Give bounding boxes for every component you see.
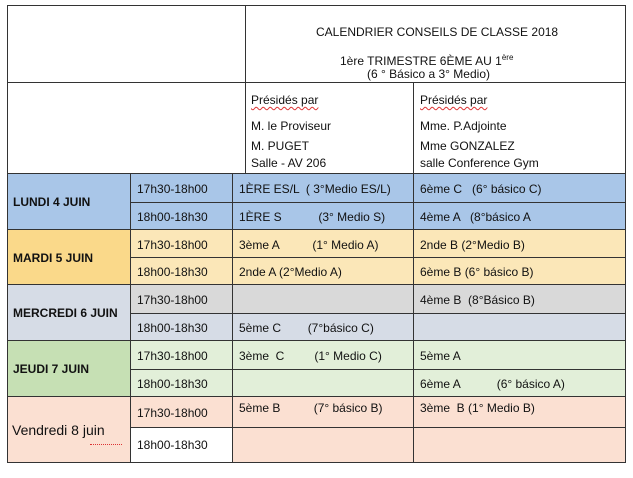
- time-cell: [130, 284, 233, 314]
- left-class-cell: [232, 173, 414, 203]
- right-class-cell: [413, 229, 626, 258]
- time-label: 17h30-18h00: [137, 182, 208, 196]
- time-label: 18h00-18h30: [137, 377, 208, 391]
- right-class-cell: [413, 340, 626, 370]
- subtitle-sup: ère: [501, 53, 514, 62]
- right-class-cell: [413, 173, 626, 203]
- left-class-cell: [232, 202, 414, 230]
- time-label: 18h00-18h30: [137, 438, 208, 452]
- time-cell: [130, 369, 233, 397]
- left-class-label: 5ème C (7°básico C): [239, 321, 374, 335]
- time-label: 18h00-18h30: [137, 210, 208, 224]
- header-title-cell: [245, 5, 626, 83]
- day-cell-wednesday: [7, 284, 131, 341]
- right-class-label: 5ème A: [420, 349, 461, 363]
- time-label: 17h30-18h00: [137, 238, 208, 252]
- spellcheck-underline: [90, 441, 122, 445]
- left-class-cell: [232, 396, 414, 428]
- time-cell: [130, 229, 233, 258]
- president-left-heading: Présidés par: [251, 93, 319, 107]
- page-subtitle-line2: (6 ° Básico a 3° Medio): [367, 67, 490, 81]
- president-left-name2: M. PUGET: [251, 139, 310, 153]
- president-right-heading: Présidés par: [420, 93, 488, 107]
- day-cell-thursday: [7, 340, 131, 397]
- day-label: LUNDI 4 JUIN: [13, 195, 91, 209]
- left-class-cell: [232, 313, 414, 341]
- time-label: 17h30-18h00: [137, 406, 208, 420]
- right-class-label: 6ème C (6° básico C): [420, 182, 542, 196]
- subtitle-line1: 1ère TRIMESTRE 6ÈME AU 1: [340, 54, 502, 68]
- header-empty-cell: [7, 5, 246, 83]
- right-class-cell: [413, 202, 626, 230]
- presidents-empty-cell: [7, 82, 246, 174]
- time-cell: [130, 257, 233, 285]
- day-label: MERCREDI 6 JUIN: [13, 306, 118, 320]
- time-cell: [130, 340, 233, 370]
- right-class-label: 2nde B (2°Medio B): [420, 238, 525, 252]
- time-cell: [130, 396, 233, 428]
- day-label: MARDI 5 JUIN: [13, 251, 94, 265]
- day-cell-monday: [7, 173, 131, 230]
- left-class-label: 3ème C (1° Medio C): [239, 349, 382, 363]
- left-class-cell: [232, 369, 414, 397]
- page-title: CALENDRIER CONSEILS DE CLASSE 2018: [316, 25, 559, 39]
- day-label: JEUDI 7 JUIN: [13, 362, 90, 376]
- day-cell-friday: [7, 396, 131, 463]
- president-left-name1: M. le Proviseur: [251, 119, 332, 133]
- right-class-cell: [413, 257, 626, 285]
- day-cell-tuesday: [7, 229, 131, 285]
- right-class-cell: [413, 396, 626, 428]
- left-class-label: 1ÈRE S (3° Medio S): [239, 210, 386, 224]
- presidents-left-cell: [245, 82, 414, 174]
- time-label: 17h30-18h00: [137, 293, 208, 307]
- right-class-label: 4ème B (8°Básico B): [420, 293, 535, 307]
- left-class-cell: [232, 427, 414, 463]
- left-class-label: 5ème B (7° básico B): [239, 401, 383, 415]
- presidents-right-cell: [413, 82, 626, 174]
- time-cell: [130, 427, 233, 463]
- left-class-label: 1ÈRE ES/L ( 3°Medio ES/L): [239, 182, 391, 196]
- day-label: [12, 422, 105, 438]
- left-class-label: 2nde A (2°Medio A): [239, 265, 342, 279]
- right-class-cell: [413, 284, 626, 314]
- left-class-cell: [232, 257, 414, 285]
- time-label: 18h00-18h30: [137, 265, 208, 279]
- right-class-label: 3ème B (1° Medio B): [420, 401, 535, 415]
- president-right-name2: Mme GONZALEZ: [420, 139, 515, 153]
- time-label: 17h30-18h00: [137, 349, 208, 363]
- right-class-label: 6ème A (6° básico A): [420, 377, 565, 391]
- president-right-name1: Mme. P.Adjointe: [420, 119, 507, 133]
- right-class-cell: [413, 427, 626, 463]
- time-cell: [130, 313, 233, 341]
- time-cell: [130, 202, 233, 230]
- president-left-room: Salle - AV 206: [251, 156, 327, 170]
- time-cell: [130, 173, 233, 203]
- left-class-cell: [232, 340, 414, 370]
- left-class-cell: [232, 284, 414, 314]
- day-label-text: Vendredi 8 juin: [12, 422, 105, 438]
- right-class-label: 4ème A (8°básico A: [420, 210, 531, 224]
- time-label: 18h00-18h30: [137, 321, 208, 335]
- president-right-room: salle Conference Gym: [420, 156, 539, 170]
- left-class-cell: [232, 229, 414, 258]
- right-class-label: 6ème B (6° básico B): [420, 265, 534, 279]
- right-class-cell: [413, 313, 626, 341]
- left-class-label: 3ème A (1° Medio A): [239, 238, 379, 252]
- page-subtitle: [340, 51, 513, 68]
- right-class-cell: [413, 369, 626, 397]
